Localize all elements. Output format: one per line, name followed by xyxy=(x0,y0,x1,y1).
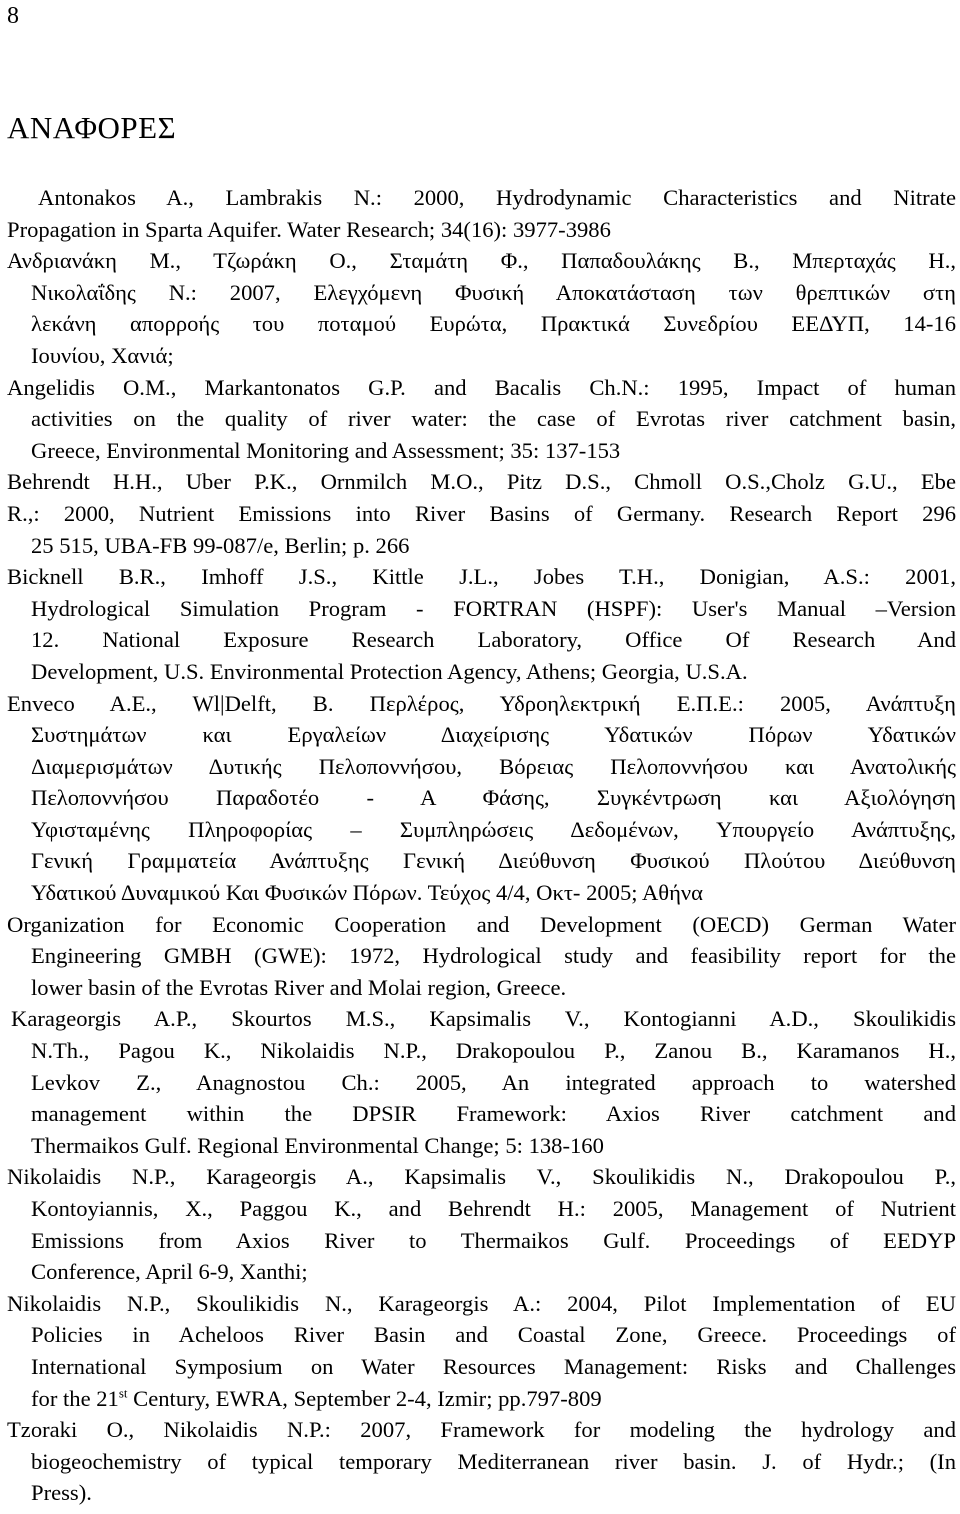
reference-tzoraki-2007 xyxy=(0,1414,956,1509)
reference-line: Ανδριανάκη Μ., Τζωράκη Ο., Σταμάτη Φ., Παπαδουλάκης Β., Μπερταχάς Η., xyxy=(7,248,956,274)
reference-enveco-2005 xyxy=(0,688,956,909)
reference-text: for the 21 xyxy=(31,1385,119,1411)
reference-nikolaidis-2004 xyxy=(0,1288,956,1414)
reference-line: Bicknell B.R., Imhoff J.S., Kittle J.L., Jobes T.H., Donigian, A.S.: 2001, xyxy=(7,564,956,590)
reference-nikolaidis-2005 xyxy=(0,1161,956,1287)
reference-line: Tzoraki O., Nikolaidis N.P.: 2007, Framework for modeling the hydrology and xyxy=(7,1417,956,1443)
reference-line: Γενική Γραμματεία Ανάπτυξης Γενική Διεύθυνση Φυσικού Πλούτου Διεύθυνση xyxy=(31,848,956,874)
reference-line: Angelidis O.M., Markantonatos G.P. and Bacalis Ch.N.: 1995, Impact of human xyxy=(7,374,956,400)
reference-line: Hydrological Simulation Program - FORTRAN (HSPF): User's Manual –Version xyxy=(31,595,956,621)
reference-angelidis-1995 xyxy=(0,372,956,467)
reference-line: activities on the quality of river water: the case of Evrotas river catchment basin, xyxy=(31,406,956,432)
reference-line: Ιουνίου, Χανιά; xyxy=(31,342,174,368)
reference-bicknell-2001 xyxy=(0,561,956,687)
reference-line: Policies in Acheloos River Basin and Coastal Zone, Greece. Proceedings of xyxy=(31,1322,956,1348)
reference-line: Νικολαΐδης Ν.: 2007, Ελεγχόμενη Φυσική Αποκατάσταση των θρεπτικών στη xyxy=(31,279,956,305)
reference-line: International Symposium on Water Resources Management: Risks and Challenges xyxy=(31,1353,956,1379)
reference-line: biogeochemistry of typical temporary Mediterranean river basin. J. of Hydr.; (In xyxy=(31,1448,956,1474)
page-title: ΑΝΑΦΟΡΕΣ xyxy=(7,110,177,145)
reference-line: 12. National Exposure Research Laboratory, Office Of Research And xyxy=(31,627,956,653)
reference-line: Organization for Economic Cooperation and Development (OECD) German Water xyxy=(7,911,956,937)
reference-antonakos-2000 xyxy=(0,182,956,245)
reference-line: Greece, Environmental Monitoring and Assessment; 35: 137-153 xyxy=(31,437,621,463)
reference-line: Engineering GMBH (GWE): 1972, Hydrological study and feasibility report for the xyxy=(31,943,956,969)
reference-oecd-1972 xyxy=(0,909,956,1004)
reference-line: Conference, April 6-9, Xanthi; xyxy=(31,1259,308,1285)
page-number: 8 xyxy=(7,3,19,29)
reference-line: Thermaikos Gulf. Regional Environmental Change; 5: 138-160 xyxy=(31,1132,604,1158)
reference-karageorgis-2005 xyxy=(0,1003,956,1161)
reference-line: Διαμερισμάτων Δυτικής Πελοποννήσου, Βόρειας Πελοποννήσου και Ανατολικής xyxy=(31,753,956,779)
reference-line: Πελοποννήσου Παραδοτέο - Α Φάσης, Συγκέντρωση και Αξιολόγηση xyxy=(31,785,956,811)
reference-line: Levkov Z., Anagnostou Ch.: 2005, An integrated approach to watershed xyxy=(31,1069,956,1095)
reference-line: Antonakos A., Lambrakis N.: 2000, Hydrodynamic Characteristics and Nitrate xyxy=(38,185,956,210)
ordinal-suffix: st xyxy=(118,1385,128,1401)
reference-line: Nikolaidis N.P., Skoulikidis N., Karageorgis A.: 2004, Pilot Implementation of EU xyxy=(7,1290,956,1316)
reference-line: Nikolaidis N.P., Karageorgis A., Kapsimalis V., Skoulikidis N., Drakopoulou P., xyxy=(7,1164,956,1190)
reference-line: Press). xyxy=(31,1480,92,1506)
reference-line: Behrendt H.H., Uber P.K., Ornmilch M.O., Pitz D.S., Chmoll O.S.,Cholz G.U., Ebe xyxy=(7,469,956,495)
reference-line: Kontoyiannis, X., Paggou K., and Behrendt H.: 2005, Management of Nutrient xyxy=(31,1196,956,1221)
reference-line: Συστημάτων και Εργαλείων Διαχείρισης Υδατικών Πόρων Υδατικών xyxy=(31,722,956,748)
reference-line: lower basin of the Evrotas River and Molai region, Greece. xyxy=(31,974,567,1000)
reference-line xyxy=(31,1383,956,1415)
reference-list xyxy=(0,182,960,1509)
reference-line: λεκάνη απορροής του ποταμού Ευρώτα, Πρακτικά Συνεδρίου ΕΕΔΥΠ, 14-16 xyxy=(31,311,956,337)
reference-line: R.,: 2000, Nutrient Emissions into River Basins of Germany. Research Report 296 xyxy=(7,500,956,526)
reference-line: Emissions from Axios River to Thermaikos Gulf. Proceedings of EEDYP xyxy=(31,1227,956,1253)
reference-line: Υδατικού Δυναμικού Και Φυσικών Πόρων. Τεύχος 4/4, Οκτ- 2005; Αθήνα xyxy=(31,880,703,906)
reference-line: 25 515, UBA-FB 99-087/e, Berlin; p. 266 xyxy=(31,532,410,558)
reference-line: Υφισταμένης Πληροφορίας – Συμπληρώσεις Δεδομένων, Υπουργείο Ανάπτυξης, xyxy=(31,816,956,842)
reference-text: Century, EWRA, September 2-4, Izmir; pp.797-809 xyxy=(127,1385,602,1411)
reference-line: Development, U.S. Environmental Protection Agency, Athens; Georgia, U.S.A. xyxy=(31,658,748,684)
reference-line: Propagation in Sparta Aquifer. Water Research; 34(16): 3977-3986 xyxy=(7,216,611,242)
reference-line: N.Th., Pagou K., Nikolaidis N.P., Drakopoulou P., Zanou B., Karamanos H., xyxy=(31,1038,956,1064)
reference-line: management within the DPSIR Framework: Axios River catchment and xyxy=(31,1101,956,1127)
reference-andrianaki-2007 xyxy=(0,245,956,371)
reference-behrendt-2000 xyxy=(0,466,956,561)
reference-line: Karageorgis A.P., Skourtos M.S., Kapsimalis V., Kontogianni A.D., Skoulikidis xyxy=(11,1006,956,1032)
reference-line: Enveco A.E., Wl|Delft, B. Περλέρος, Υδροηλεκτρική Ε.Π.Ε.: 2005, Ανάπτυξη xyxy=(7,690,956,716)
